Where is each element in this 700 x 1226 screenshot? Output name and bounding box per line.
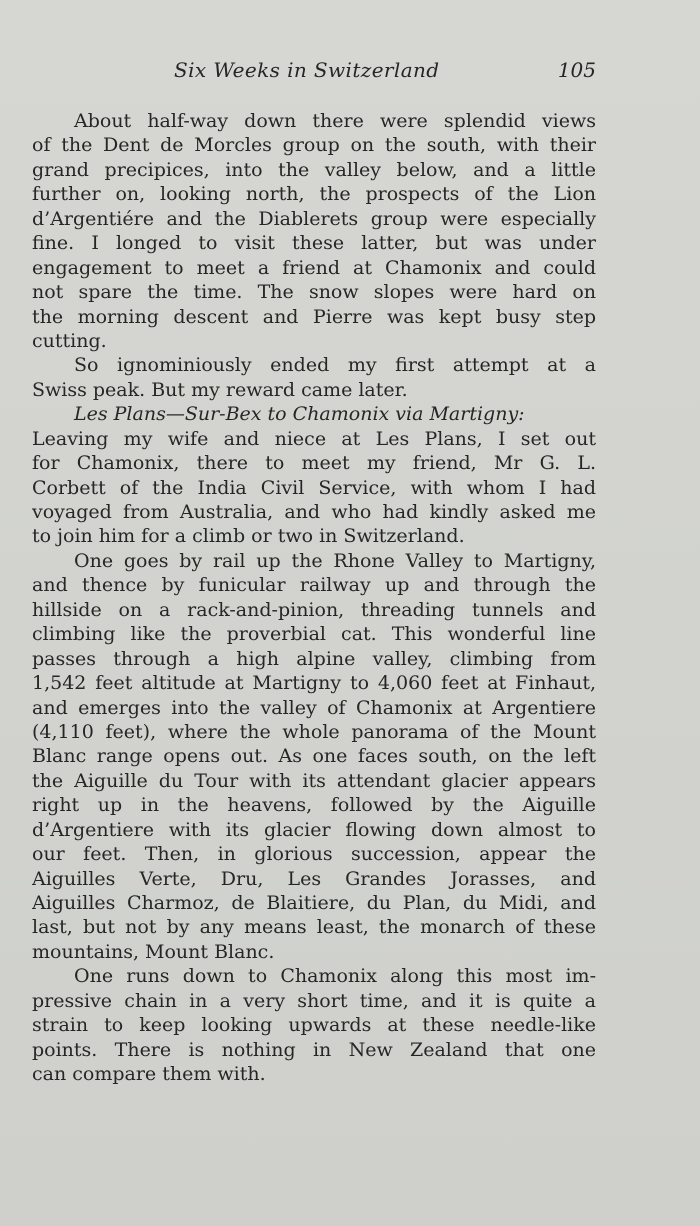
- section-heading-italic: Les Plans—Sur-Bex to Chamonix via Martigny:: [74, 403, 525, 426]
- text-line: our feet. Then, in glorious succession, appear the: [32, 843, 596, 866]
- text-line: to join him for a climb or two in Switzerland.: [32, 525, 465, 548]
- text-line: grand precipices, into the valley below, and a little: [32, 158, 596, 181]
- text-line: Swiss peak. But my reward came later.: [32, 378, 408, 401]
- text-line: further on, looking north, the prospects of the Lion: [32, 183, 596, 206]
- text-line: engagement to meet a friend at Chamonix and could: [32, 256, 596, 279]
- text-line: strain to keep looking upwards at these needle-like: [32, 1014, 596, 1037]
- text-line: the morning descent and Pierre was kept busy step: [32, 305, 596, 328]
- text-line: climbing like the proverbial cat. This wonderful line: [32, 623, 596, 646]
- text-line: the Aiguille du Tour with its attendant glacier appears: [32, 769, 596, 792]
- text-line: can compare them with.: [32, 1063, 266, 1086]
- text-line: last, but not by any means least, the monarch of these: [32, 916, 596, 939]
- running-head: [32, 58, 596, 88]
- text-line: not spare the time. The snow slopes were hard on: [32, 281, 596, 304]
- text-line: 1,542 feet altitude at Martigny to 4,060 feet at Finhaut,: [32, 672, 596, 695]
- text-line: fine. I longed to visit these latter, but was under: [32, 232, 596, 255]
- text-line: Aiguilles Charmoz, de Blaitiere, du Plan, du Midi, and: [32, 892, 596, 914]
- text-line: and emerges into the valley of Chamonix at Argentiere: [32, 696, 596, 719]
- text-line: pressive chain in a very short time, and it is quite a: [32, 989, 596, 1012]
- text-line: Aiguilles Verte, Dru, Les Grandes Jorasses, and: [32, 867, 596, 890]
- text-line: for Chamonix, there to meet my friend, Mr G. L.: [32, 452, 596, 475]
- text-line: Corbett of the India Civil Service, with whom I had: [32, 476, 596, 499]
- text-line: voyaged from Australia, and who had kindly asked me: [32, 501, 596, 523]
- text-line: (4,110 feet), where the whole panorama of the Mount: [32, 720, 596, 743]
- text-line: points. There is nothing in New Zealand that one: [32, 1038, 596, 1061]
- body-text: [32, 109, 596, 1087]
- page-number: 105: [557, 58, 596, 82]
- text-line: and thence by funicular railway up and through the: [32, 574, 596, 597]
- text-line: Leaving my wife and niece at Les Plans, I set out: [32, 427, 596, 450]
- text-line: So ignominiously ended my first attempt at a: [74, 354, 596, 377]
- text-line: passes through a high alpine valley, climbing from: [32, 647, 596, 670]
- text-line: Blanc range opens out. As one faces south, on the left: [32, 745, 596, 768]
- text-line: d’Argentiere with its glacier flowing down almost to: [32, 818, 596, 841]
- text-line: One runs down to Chamonix along this most im-: [74, 965, 596, 988]
- text-line: About half-way down there were splendid views: [74, 110, 596, 132]
- text-line: d’Argentiére and the Diablerets group were especially: [32, 207, 596, 230]
- running-title: Six Weeks in Switzerland: [174, 58, 440, 82]
- text-line: right up in the heavens, followed by the Aiguille: [32, 794, 596, 817]
- text-line: of the Dent de Morcles group on the south, with their: [32, 134, 596, 157]
- text-line: mountains, Mount Blanc.: [32, 940, 275, 963]
- text-line: hillside on a rack-and-pinion, threading tunnels and: [32, 598, 596, 621]
- text-line: One goes by rail up the Rhone Valley to Martigny,: [74, 549, 596, 572]
- text-line: cutting.: [32, 329, 107, 352]
